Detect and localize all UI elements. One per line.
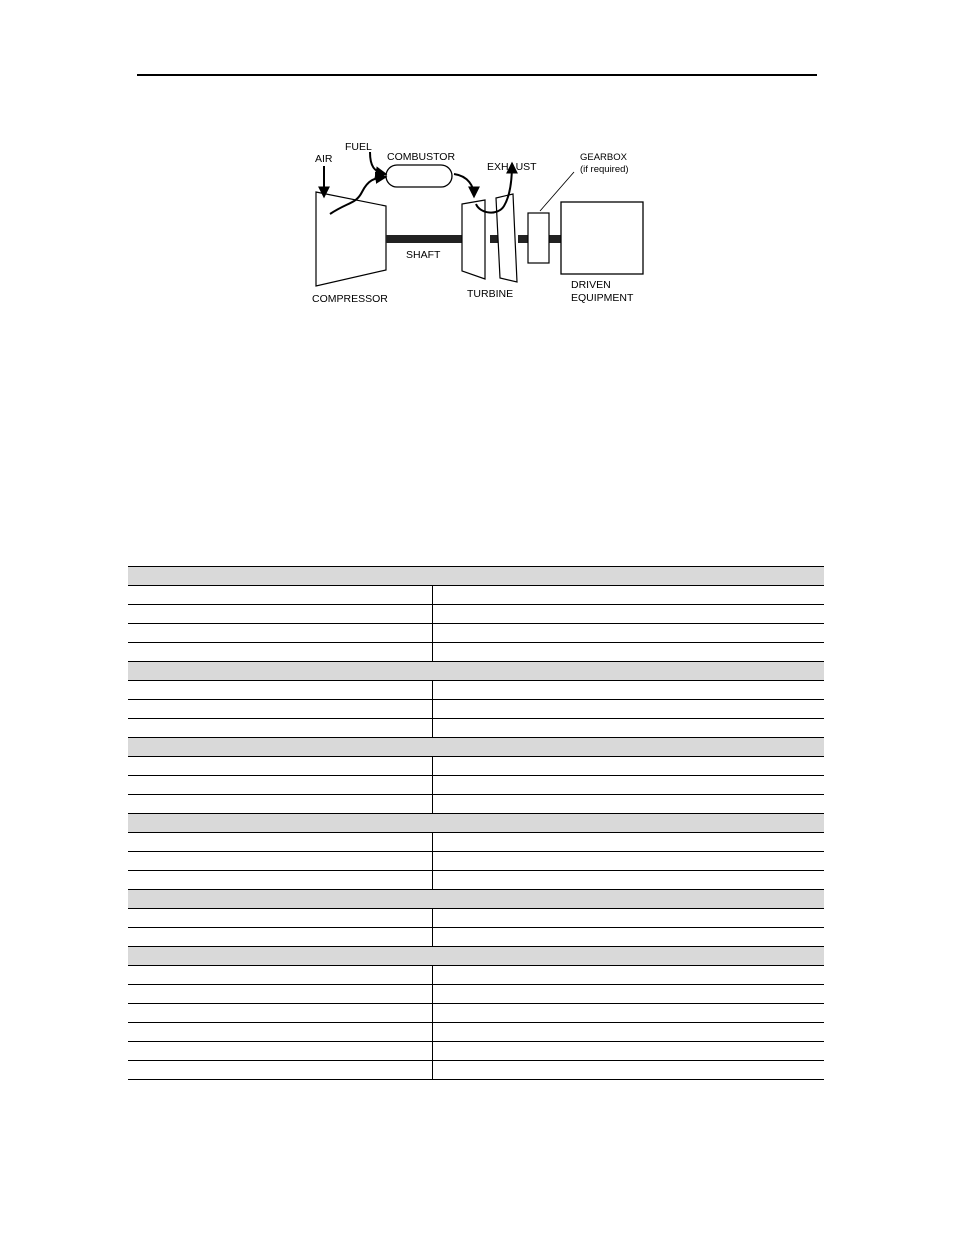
section-header-cell (128, 814, 824, 833)
row-value-cell (432, 1042, 824, 1061)
table-row (128, 1042, 824, 1061)
row-label-cell (128, 852, 432, 871)
row-label-cell (128, 605, 432, 624)
table-row (128, 1061, 824, 1080)
turbine-stage-2 (496, 194, 517, 282)
row-label-cell (128, 928, 432, 947)
row-value-cell (432, 795, 824, 814)
row-value-cell (432, 605, 824, 624)
table-section-header (128, 662, 824, 681)
table-row (128, 681, 824, 700)
table-row (128, 909, 824, 928)
table-row (128, 795, 824, 814)
table-row (128, 776, 824, 795)
row-value-cell (432, 1061, 824, 1080)
shaft (386, 235, 462, 243)
row-label-cell (128, 681, 432, 700)
table-section-header (128, 738, 824, 757)
equipment-label: EQUIPMENT (571, 292, 634, 304)
row-label-cell (128, 909, 432, 928)
table-row (128, 624, 824, 643)
spec-table-body (128, 567, 824, 1080)
turbine-label: TURBINE (467, 288, 514, 300)
row-label-cell (128, 795, 432, 814)
row-value-cell (432, 1004, 824, 1023)
air-label: AIR (315, 153, 333, 165)
row-label-cell (128, 1004, 432, 1023)
fuel-arrow (370, 152, 385, 174)
table-row (128, 852, 824, 871)
compressor-shape (316, 192, 386, 286)
table-row (128, 643, 824, 662)
hot-gas-arrow (454, 174, 474, 196)
spec-table (128, 566, 824, 1080)
row-label-cell (128, 1023, 432, 1042)
section-header-cell (128, 890, 824, 909)
table-row (128, 719, 824, 738)
row-value-cell (432, 909, 824, 928)
row-value-cell (432, 719, 824, 738)
table-row (128, 985, 824, 1004)
table-row (128, 833, 824, 852)
header-rule (137, 74, 817, 76)
table-section-header (128, 947, 824, 966)
combustor-label: COMBUSTOR (387, 151, 456, 163)
section-header-cell (128, 738, 824, 757)
exhaust-label: EXHAUST (487, 161, 537, 173)
row-label-cell (128, 871, 432, 890)
gearbox (528, 213, 549, 263)
table-row (128, 928, 824, 947)
row-value-cell (432, 643, 824, 662)
shaft-label: SHAFT (406, 249, 441, 261)
row-label-cell (128, 1061, 432, 1080)
table-row (128, 1023, 824, 1042)
table-section-header (128, 567, 824, 586)
shaft-segment-turbine (490, 235, 498, 243)
table-row (128, 586, 824, 605)
row-label-cell (128, 1042, 432, 1061)
row-label-cell (128, 719, 432, 738)
row-label-cell (128, 643, 432, 662)
table-row (128, 700, 824, 719)
table-row (128, 1004, 824, 1023)
row-value-cell (432, 871, 824, 890)
row-label-cell (128, 757, 432, 776)
driven-label: DRIVEN (571, 279, 611, 291)
table-section-header (128, 814, 824, 833)
row-value-cell (432, 985, 824, 1004)
section-header-cell (128, 947, 824, 966)
table-section-header (128, 890, 824, 909)
row-value-cell (432, 1023, 824, 1042)
fuel-label: FUEL (345, 141, 372, 153)
shaft-segment-driven (549, 235, 561, 243)
row-value-cell (432, 624, 824, 643)
row-value-cell (432, 700, 824, 719)
row-value-cell (432, 852, 824, 871)
row-label-cell (128, 985, 432, 1004)
row-label-cell (128, 700, 432, 719)
row-label-cell (128, 776, 432, 795)
row-value-cell (432, 928, 824, 947)
row-label-cell (128, 833, 432, 852)
table-row (128, 966, 824, 985)
driven-equipment (561, 202, 643, 274)
table-row (128, 871, 824, 890)
gearbox-label: GEARBOX (580, 152, 627, 163)
gearbox-note-label: (if required) (580, 164, 629, 175)
compressor-label: COMPRESSOR (312, 293, 388, 305)
row-value-cell (432, 681, 824, 700)
gas-turbine-diagram (290, 130, 670, 315)
row-value-cell (432, 833, 824, 852)
section-header-cell (128, 567, 824, 586)
section-header-cell (128, 662, 824, 681)
turbine-stage-1 (462, 200, 485, 279)
table-row (128, 605, 824, 624)
row-value-cell (432, 776, 824, 795)
row-label-cell (128, 966, 432, 985)
row-label-cell (128, 624, 432, 643)
row-value-cell (432, 757, 824, 776)
row-value-cell (432, 586, 824, 605)
table-row (128, 757, 824, 776)
row-label-cell (128, 586, 432, 605)
combustor (386, 165, 452, 187)
row-value-cell (432, 966, 824, 985)
